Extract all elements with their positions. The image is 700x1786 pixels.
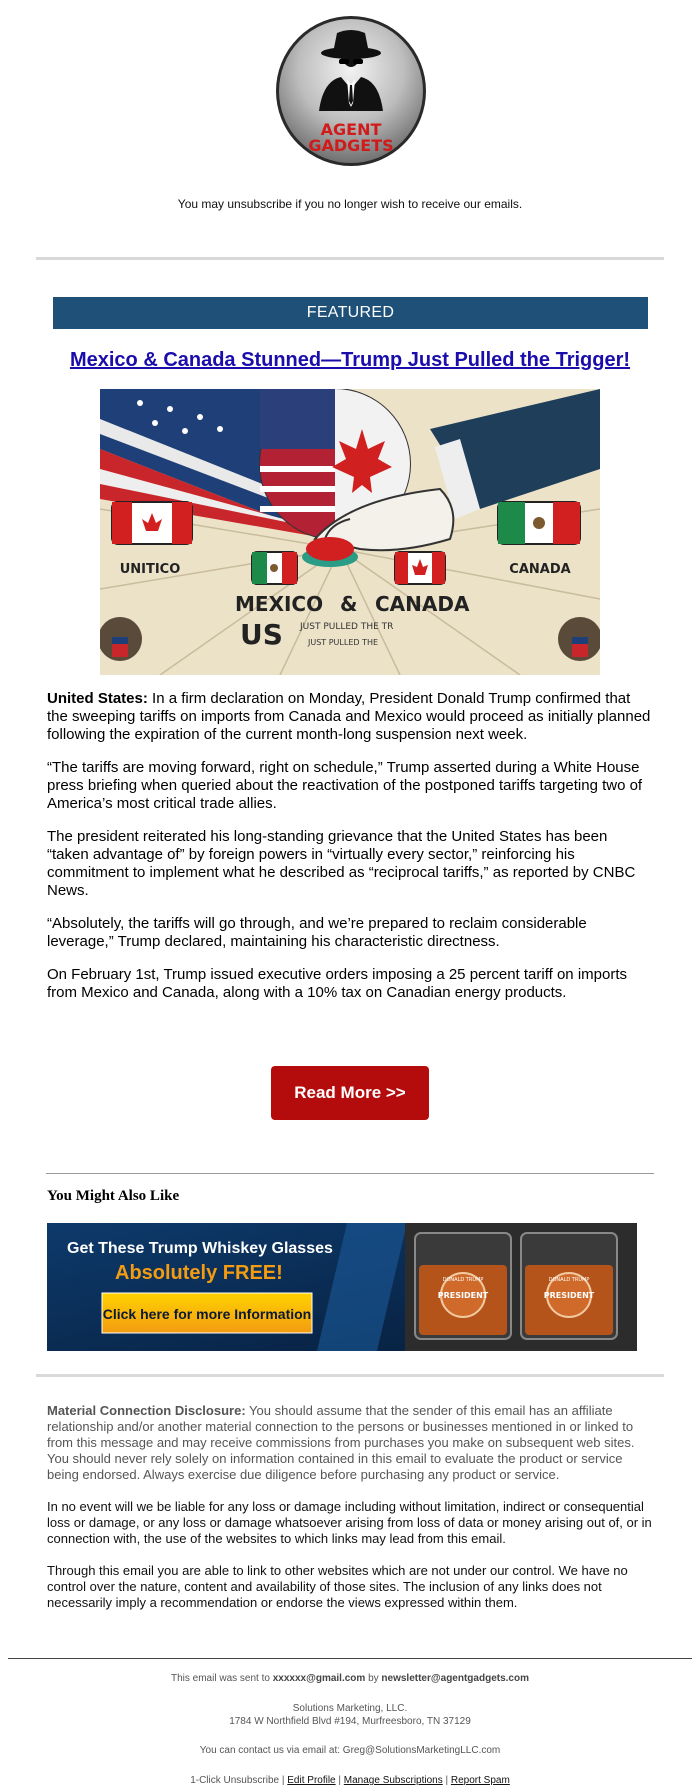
image-text-small2: JUST PULLED THE — [308, 638, 379, 647]
promo-cta-button[interactable]: Click here for more Information — [102, 1306, 312, 1322]
featured-headline-link[interactable]: Mexico & Canada Stunned—Trump Just Pulled the Trigger! — [69, 349, 631, 371]
article-paragraph: On February 1st, Trump issued executive orders imposing a 25 percent tariff on imports from Mexico and Canada, along with a 10% tax on Canadian energy products. — [47, 966, 627, 1001]
disclosure-text: You should assume that the sender of this email has an affiliate relationship and/or another material connection to the persons or businesses mentioned in or linked to from this message and may receive commissions from purchases you make on subsequent web sites. You should never rely solely on information contained in this email to evaluate the product or service being endorsed. Always exercise due diligence before purchasing any product or service. — [47, 1403, 635, 1482]
read-more-button[interactable]: Read More >> — [271, 1066, 429, 1120]
article-paragraph: “Absolutely, the tariffs will go through, and we’re prepared to reclaim considerable leverage,” Trump declared, maintaining his characteristic directness. — [47, 915, 587, 950]
eagle-seal-icon — [558, 617, 600, 661]
promo-line2: Absolutely FREE! — [115, 1262, 283, 1284]
footer-sent-to — [0, 1672, 700, 1685]
promo-banner-graphic — [47, 1223, 637, 1351]
one-click-unsubscribe-link[interactable]: 1-Click Unsubscribe — [190, 1775, 280, 1786]
you-might-also-like-heading: You Might Also Like — [47, 1188, 180, 1204]
disclosure-paragraph — [47, 1403, 653, 1483]
glass-label-top: DONALD TRUMP — [548, 1277, 590, 1283]
disclosure-section — [47, 1403, 653, 1627]
footer-contact: You can contact us via email at: Greg@SolutionsMarketingLLC.com — [199, 1745, 501, 1756]
divider — [8, 1658, 692, 1659]
disclosure-paragraph: In no event will we be liable for any loss or damage including without limitation, indirect or consequential loss or damage, or any loss or damage whatsoever arising from loss of data or money arising out of, or in connection with, the use of the websites to which links may lead from this email. — [47, 1499, 652, 1546]
featured-hero-image[interactable] — [100, 389, 600, 675]
logo-text-gadgets: GADGETS — [308, 136, 394, 155]
promo-line1: Get These Trump Whiskey Glasses — [67, 1240, 333, 1257]
featured-bar: FEATURED — [53, 297, 648, 329]
glass-label-top: DONALD TRUMP — [442, 1277, 484, 1283]
article-body — [47, 690, 653, 1017]
edit-profile-link[interactable]: Edit Profile — [287, 1775, 336, 1786]
eagle-seal-icon — [100, 617, 142, 661]
image-text-amp: & — [340, 592, 358, 616]
image-text-small1: JUST PULLED THE TR — [300, 622, 394, 632]
unsubscribe-note: You may unsubscribe if you no longer wish to receive our emails. — [177, 197, 523, 211]
footer-sender-email: newsletter@agentgadgets.com — [381, 1673, 529, 1684]
footer-sent-prefix: This email was sent to — [171, 1673, 273, 1684]
article-paragraph: “The tariffs are moving forward, right on schedule,” Trump asserted during a White House press briefing when queried about the reactivation of the postponed tariffs targeting two of America’s most critical trade allies. — [47, 759, 643, 812]
whiskey-glasses-promo-banner[interactable] — [47, 1223, 637, 1351]
glass-label-main: PRESIDENT — [543, 1291, 595, 1300]
footer-recipient-email: xxxxxx@gmail.com — [272, 1673, 366, 1684]
footer-separator: | — [442, 1775, 451, 1786]
footer-address: 1784 W Northfield Blvd #194, Murfreesboro, TN 37129 — [229, 1716, 471, 1727]
image-label-canada-flag: CANADA — [509, 562, 571, 577]
article-paragraph: The president reiterated his long-standing grievance that the United States has been “taken advantage of” by foreign powers in “virtually every sector,” reinforcing his commitment to implement what he described as “reciprocal tariffs,” as reported by CNBC News. — [47, 828, 636, 899]
manage-subscriptions-link[interactable]: Manage Subscriptions — [343, 1775, 443, 1786]
footer-company: Solutions Marketing, LLC. — [292, 1703, 408, 1714]
image-text-mexico: MEXICO — [235, 592, 324, 616]
footer-separator: | — [279, 1775, 288, 1786]
divider — [36, 1374, 664, 1377]
disclosure-paragraph: Through this email you are able to link to other websites which are not under our control. We have no control over the nature, content and availability of those sites. The inclusion of any links does not necessarily imply a recommendation or endorse the views expressed within them. — [47, 1563, 628, 1610]
footer-separator: | — [335, 1775, 344, 1786]
article-paragraph — [47, 690, 653, 744]
logo-badge — [276, 16, 426, 166]
divider — [36, 257, 664, 260]
image-text-us: US — [240, 618, 283, 651]
image-text-canada: CANADA — [375, 592, 470, 616]
glass-label-main: PRESIDENT — [437, 1291, 489, 1300]
footer-links — [0, 1774, 700, 1786]
disclosure-label: Material Connection Disclosure: — [47, 1403, 246, 1418]
article-lead-label: United States: — [47, 690, 148, 707]
article-paragraph-text: In a firm declaration on Monday, President Donald Trump confirmed that the sweeping tariffs on imports from Canada and Mexico would proceed as initially planned following the expiration of the current month-long suspension next week. — [47, 690, 651, 743]
footer-by: by — [365, 1673, 382, 1684]
agent-gadgets-logo[interactable] — [276, 16, 426, 166]
logo-text-agent: AGENT — [320, 120, 382, 139]
report-spam-link[interactable]: Report Spam — [450, 1775, 510, 1786]
divider — [46, 1173, 654, 1174]
image-label-unitico: UNITICO — [119, 562, 181, 577]
tariff-illustration — [100, 389, 600, 675]
